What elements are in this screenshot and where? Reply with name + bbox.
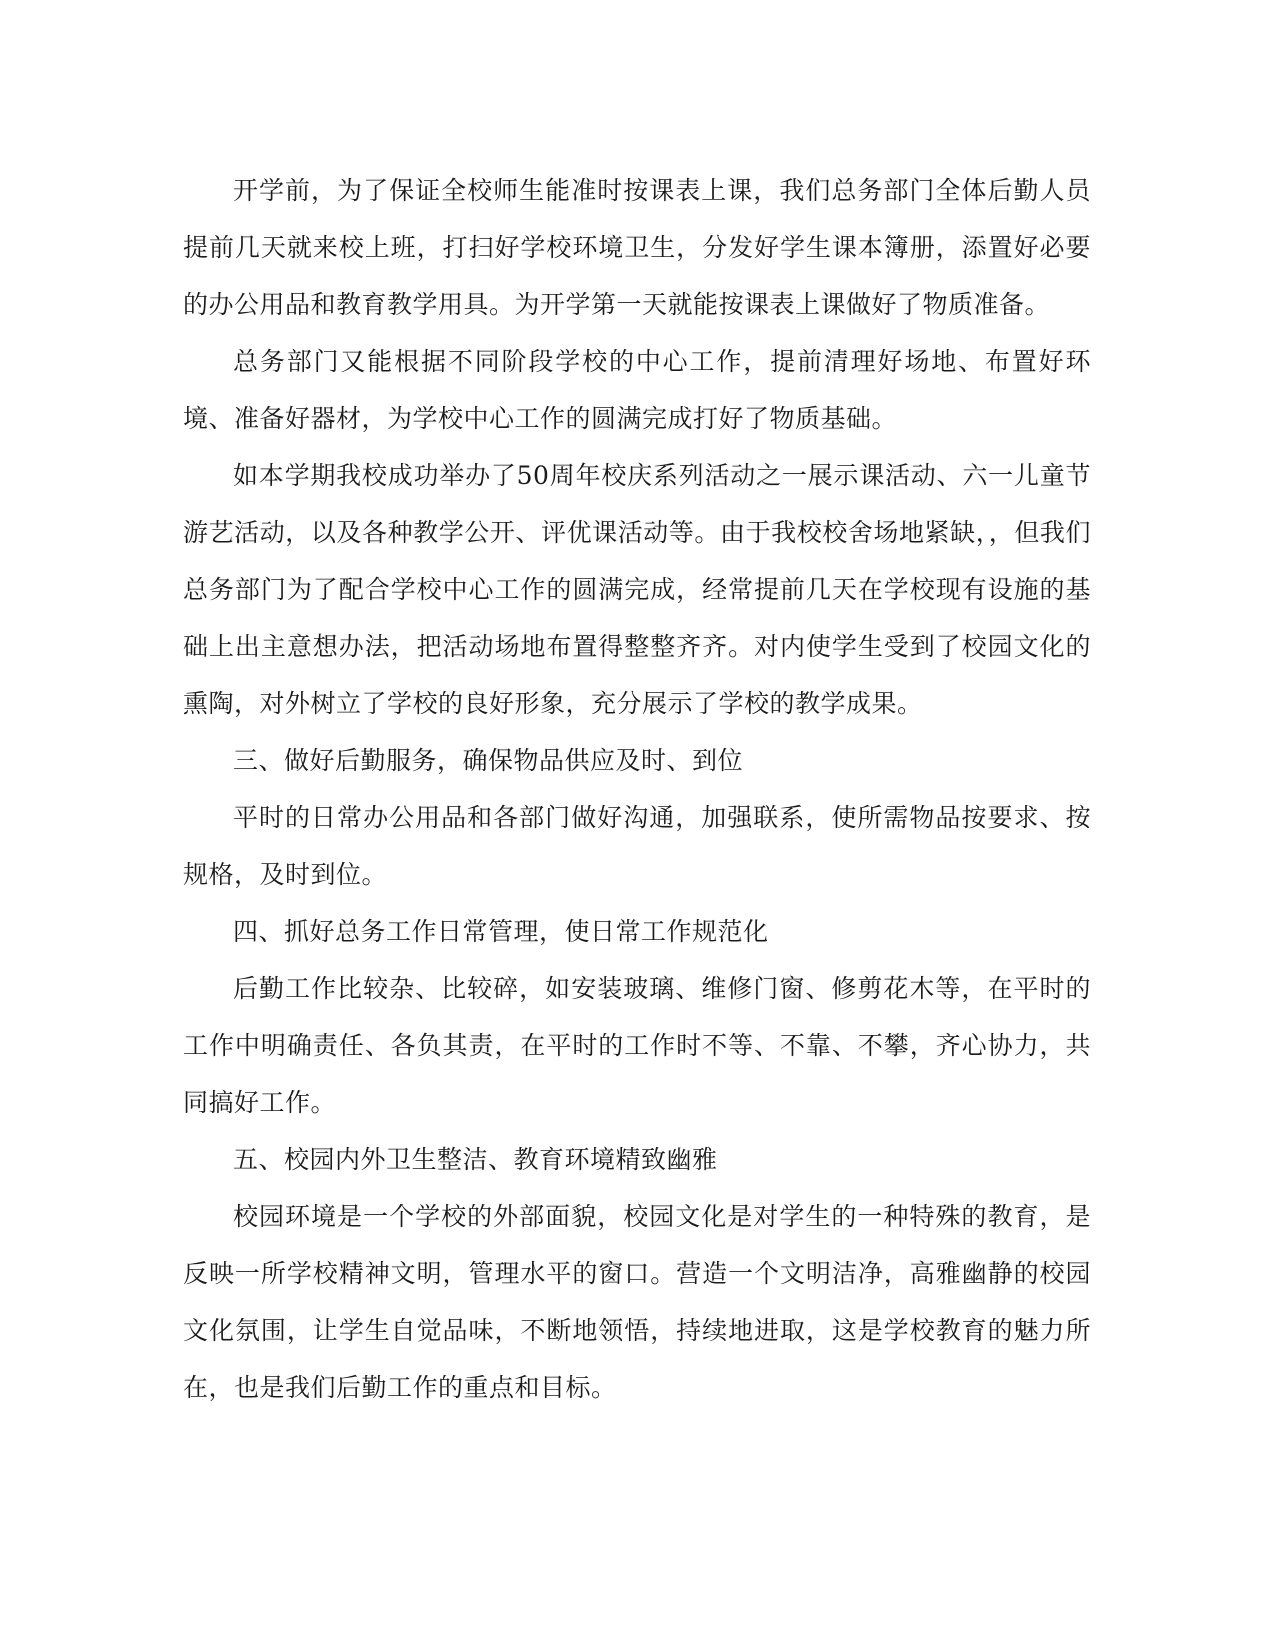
paragraph-daily-management: 后勤工作比较杂、比较碎，如安装玻璃、维修门窗、修剪花木等，在平时的工作中明确责任、各负其责，在平时的工作时不等、不靠、不攀，齐心协力，共同搞好工作。 (183, 974, 1091, 1117)
paragraph-campus-environment: 校园环境是一个学校的外部面貌，校园文化是对学生的一种特殊的教育，是反映一所学校精神文明，管理水平的窗口。营造一个文明洁净，高雅幽静的校园文化氛围，让学生自觉品味，不断地领悟，持续地进取，这是学校教育的魅力所在，也是我们后勤工作的重点和目标。 (183, 1202, 1091, 1402)
paragraph-central-work: 总务部门又能根据不同阶段学校的中心工作，提前清理好场地、布置好环境、准备好器材，为学校中心工作的圆满完成打好了物质基础。 (183, 347, 1091, 433)
section-heading-4: 四、抓好总务工作日常管理，使日常工作规范化 (233, 917, 769, 946)
section-heading-5: 五、校园内外卫生整洁、教育环境精致幽雅 (233, 1145, 718, 1174)
section-heading-3: 三、做好后勤服务，确保物品供应及时、到位 (233, 746, 744, 775)
paragraph-supplies: 平时的日常办公用品和各部门做好沟通，加强联系，使所需物品按要求、按规格，及时到位。 (183, 803, 1091, 889)
paragraph-anniversary: 如本学期我校成功举办了50周年校庆系列活动之一展示课活动、六一儿童节游艺活动，以及各种教学公开、评优课活动等。由于我校校舍场地紧缺，，但我们总务部门为了配合学校中心工作的圆满完成，经常提前几天在学校现有设施的基础上出主意想办法，把活动场地布置得整整齐齐。对内使学生受到了校园文化的熏陶，对外树立了学校的良好形象，充分展示了学校的教学成果。 (183, 461, 1091, 718)
document-body (183, 162, 1091, 1416)
paragraph-preparation: 开学前，为了保证全校师生能准时按课表上课，我们总务部门全体后勤人员提前几天就来校上班，打扫好学校环境卫生，分发好学生课本簿册，添置好必要的办公用品和教育教学用具。为开学第一天就能按课表上课做好了物质准备。 (183, 176, 1091, 319)
